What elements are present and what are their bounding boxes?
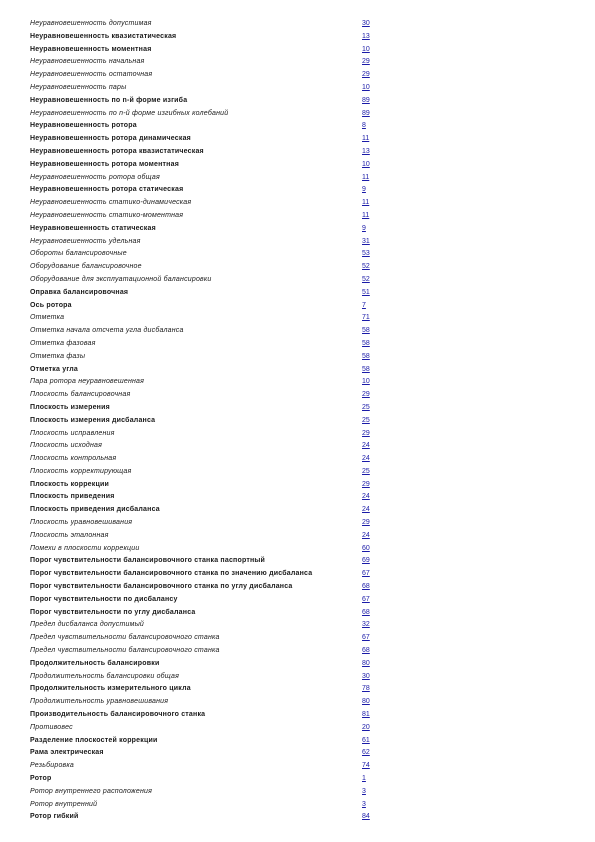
index-term: Неуравновешенность ротора динамическая <box>30 135 191 143</box>
index-term: Помехи в плоскости коррекции <box>30 544 140 552</box>
index-entry <box>30 415 575 428</box>
index-entry <box>30 82 575 95</box>
index-term: Порог чувствительности балансировочного станка по значению дисбаланса <box>30 570 313 578</box>
index-entry <box>30 223 575 236</box>
index-term: Неуравновешенность ротора моментная <box>30 160 179 168</box>
index-term: Неуравновешенность квазистатическая <box>30 32 177 40</box>
index-term: Неуравновешенность ротора общая <box>30 173 160 181</box>
page-link[interactable]: 68 <box>362 583 370 591</box>
index-entry <box>30 671 575 684</box>
index-term: Плоскость коррекции <box>30 480 109 488</box>
index-entry <box>30 428 575 441</box>
page-link[interactable]: 89 <box>362 109 370 117</box>
index-term: Неуравновешенность моментная <box>30 45 152 53</box>
index-term: Разделение плоскостей коррекции <box>30 736 158 744</box>
index-term: Неуравновешенность по n-й форме изгибных колебаний <box>30 109 229 117</box>
index-entry <box>30 555 575 568</box>
index-term: Обороты балансировочные <box>30 250 127 258</box>
index-entry <box>30 709 575 722</box>
index-entry <box>30 786 575 799</box>
index-entry <box>30 364 575 377</box>
index-term: Оборудование для эксплуатационной балансировки <box>30 275 212 283</box>
index-entry <box>30 799 575 812</box>
page-link[interactable]: 24 <box>362 506 370 514</box>
page-link[interactable]: 71 <box>362 314 370 322</box>
page-link[interactable]: 9 <box>362 224 366 232</box>
index-entry <box>30 159 575 172</box>
page-link[interactable]: 61 <box>362 736 370 744</box>
page-link[interactable]: 10 <box>362 160 370 168</box>
index-entry <box>30 530 575 543</box>
index-entry <box>30 645 575 658</box>
index-entry <box>30 133 575 146</box>
page-link[interactable]: 29 <box>362 391 370 399</box>
page-link[interactable]: 52 <box>362 263 370 271</box>
index-term: Отметка фазы <box>30 352 86 360</box>
index-entry <box>30 747 575 760</box>
index-term: Неуравновешенность статико-динамическая <box>30 199 192 207</box>
page-link[interactable]: 32 <box>362 621 370 629</box>
page-link[interactable]: 13 <box>362 147 370 155</box>
index-term: Неуравновешенность удельная <box>30 237 141 245</box>
index-entry <box>30 543 575 556</box>
page-link[interactable]: 81 <box>362 711 370 719</box>
index-term: Ротор гибкий <box>30 813 79 821</box>
index-term: Продолжительность балансировки <box>30 659 160 667</box>
page-link[interactable]: 9 <box>362 186 366 194</box>
page-link[interactable]: 80 <box>362 698 370 706</box>
index-entry <box>30 18 575 31</box>
page-link[interactable]: 31 <box>362 237 370 245</box>
index-term: Пара ротора неуравновешенная <box>30 378 145 386</box>
page-link[interactable]: 58 <box>362 365 370 373</box>
index-term: Неуравновешенность допустимая <box>30 20 152 27</box>
index-entry <box>30 274 575 287</box>
index-term: Плоскость исходная <box>30 442 103 450</box>
page-link[interactable]: 58 <box>362 339 370 347</box>
index-entry <box>30 696 575 709</box>
index-term: Неуравновешенность статико-моментная <box>30 211 184 219</box>
page-link[interactable]: 24 <box>362 455 370 463</box>
index-term: Плоскость корректирующая <box>30 467 132 475</box>
page-link[interactable]: 29 <box>362 519 370 527</box>
index-entry <box>30 236 575 249</box>
index-entry <box>30 69 575 82</box>
page-link[interactable]: 24 <box>362 493 370 501</box>
page-link[interactable]: 25 <box>362 416 370 424</box>
page-link[interactable]: 53 <box>362 250 370 258</box>
page-link[interactable]: 3 <box>362 800 366 808</box>
index-term: Оправка балансировочная <box>30 288 129 296</box>
page-link[interactable]: 62 <box>362 749 370 757</box>
index-entry <box>30 120 575 133</box>
index-entry <box>30 56 575 69</box>
index-term: Порог чувствительности по дисбалансу <box>30 595 178 603</box>
page-link[interactable]: 67 <box>362 570 370 578</box>
index-entry <box>30 466 575 479</box>
index-entry <box>30 811 575 824</box>
index-entry <box>30 735 575 748</box>
page-link[interactable]: 25 <box>362 467 370 475</box>
page-link[interactable]: 8 <box>362 122 366 130</box>
page-link[interactable]: 67 <box>362 595 370 603</box>
index-entry <box>30 376 575 389</box>
page-link[interactable]: 29 <box>362 429 370 437</box>
index-entry <box>30 197 575 210</box>
index-term: Предел чувствительности балансировочного станка <box>30 647 220 655</box>
page-link[interactable]: 69 <box>362 557 370 565</box>
index-term: Неуравновешенность ротора <box>30 122 137 130</box>
index-term: Предел дисбаланса допустимый <box>30 621 145 629</box>
page-link[interactable]: 29 <box>362 58 370 66</box>
page-link[interactable]: 3 <box>362 787 366 795</box>
page-link[interactable]: 58 <box>362 327 370 335</box>
page-link[interactable]: 60 <box>362 544 370 552</box>
page-link[interactable]: 10 <box>362 45 370 53</box>
index-term: Порог чувствительности по углу дисбаланса <box>30 608 196 616</box>
index-term: Плоскость приведения дисбаланса <box>30 506 160 514</box>
index-term: Отметка фазовая <box>30 339 96 347</box>
index-entry <box>30 351 575 364</box>
index-entry <box>30 517 575 530</box>
index-entry <box>30 300 575 313</box>
index-entry <box>30 95 575 108</box>
page-link[interactable]: 67 <box>362 634 370 642</box>
index-entry <box>30 607 575 620</box>
index-term: Неуравновешенность статическая <box>30 224 156 232</box>
index-entry <box>30 453 575 466</box>
page-link[interactable]: 30 <box>362 672 370 680</box>
index-entry <box>30 440 575 453</box>
index-term: Отметка угла <box>30 365 78 373</box>
index-entry <box>30 146 575 159</box>
page-link[interactable]: 11 <box>362 135 370 143</box>
page-link[interactable]: 52 <box>362 275 370 283</box>
index-term: Производительность балансировочного станка <box>30 711 206 719</box>
index-term: Плоскость измерения дисбаланса <box>30 416 156 424</box>
page-link[interactable]: 68 <box>362 647 370 655</box>
index-entry <box>30 338 575 351</box>
index-entry <box>30 722 575 735</box>
index-term: Неуравновешенность ротора квазистатическая <box>30 147 204 155</box>
term-index <box>30 18 575 824</box>
page-link[interactable]: 10 <box>362 378 370 386</box>
index-entry <box>30 172 575 185</box>
index-entry <box>30 504 575 517</box>
index-term: Ось ротора <box>30 301 72 309</box>
index-entry <box>30 581 575 594</box>
index-entry <box>30 287 575 300</box>
index-term: Плоскость балансировочная <box>30 391 131 399</box>
index-term: Плоскость измерения <box>30 403 110 411</box>
page-link[interactable]: 24 <box>362 531 370 539</box>
index-entry <box>30 108 575 121</box>
index-term: Порог чувствительности балансировочного станка по углу дисбаланса <box>30 583 293 591</box>
index-entry <box>30 325 575 338</box>
index-entry <box>30 658 575 671</box>
index-entry <box>30 31 575 44</box>
index-term: Плоскость уравновешивания <box>30 519 133 527</box>
index-entry <box>30 261 575 274</box>
index-term: Неуравновешенность ротора статическая <box>30 186 184 194</box>
index-entry <box>30 248 575 261</box>
index-term: Предел чувствительности балансировочного станка <box>30 634 220 642</box>
page-link[interactable]: 11 <box>362 173 370 181</box>
index-entry <box>30 44 575 57</box>
page-link[interactable]: 74 <box>362 762 370 770</box>
index-term: Неуравновешенность по n-й форме изгиба <box>30 96 188 104</box>
page-link[interactable]: 1 <box>362 775 366 783</box>
index-term: Отметка начала отсчета угла дисбаланса <box>30 327 184 335</box>
index-entry <box>30 632 575 645</box>
page-link[interactable]: 13 <box>362 32 370 40</box>
page-link[interactable]: 80 <box>362 659 370 667</box>
page-link[interactable]: 25 <box>362 403 370 411</box>
index-entry <box>30 773 575 786</box>
page-link[interactable]: 51 <box>362 288 370 296</box>
index-entry <box>30 402 575 415</box>
index-entry <box>30 184 575 197</box>
index-entry <box>30 760 575 773</box>
index-term: Отметка <box>30 314 65 322</box>
index-entry <box>30 568 575 581</box>
page-link[interactable]: 7 <box>362 301 366 309</box>
index-term: Плоскость исправления <box>30 429 115 437</box>
index-term: Ротор внутреннего расположения <box>30 787 153 795</box>
index-entry <box>30 389 575 402</box>
page-link[interactable]: 29 <box>362 71 370 79</box>
index-entry <box>30 312 575 325</box>
index-term: Неуравновешенность начальная <box>30 58 145 66</box>
index-entry <box>30 619 575 632</box>
page-link[interactable]: 29 <box>362 480 370 488</box>
page-link[interactable]: 84 <box>362 813 370 821</box>
index-term: Противовес <box>30 723 73 731</box>
page-link[interactable]: 78 <box>362 685 370 693</box>
index-entry <box>30 683 575 696</box>
page-link[interactable]: 10 <box>362 83 370 91</box>
index-term: Порог чувствительности балансировочного станка паспортный <box>30 557 266 565</box>
index-entry <box>30 210 575 223</box>
page-link[interactable]: 11 <box>362 199 370 207</box>
index-term: Оборудование балансировочное <box>30 263 142 271</box>
index-entry <box>30 594 575 607</box>
index-term: Резьбировка <box>30 762 75 770</box>
page-link[interactable]: 20 <box>362 723 370 731</box>
page-link[interactable]: 58 <box>362 352 370 360</box>
index-term: Продолжительность балансировки общая <box>30 672 180 680</box>
page-link[interactable]: 11 <box>362 211 370 219</box>
index-entry <box>30 479 575 492</box>
index-term: Плоскость эталонная <box>30 531 109 539</box>
index-term: Ротор <box>30 775 52 783</box>
index-term: Рама электрическая <box>30 749 104 757</box>
index-term: Плоскость приведения <box>30 493 115 501</box>
index-entry <box>30 491 575 504</box>
page-link[interactable]: 30 <box>362 20 370 27</box>
page-link[interactable]: 68 <box>362 608 370 616</box>
index-term: Неуравновешенность пары <box>30 83 127 91</box>
page-link[interactable]: 89 <box>362 96 370 104</box>
index-term: Продолжительность измерительного цикла <box>30 685 191 693</box>
index-term: Плоскость контрольная <box>30 455 117 463</box>
page-link[interactable]: 24 <box>362 442 370 450</box>
index-term: Ротор внутренний <box>30 800 98 808</box>
index-term: Неуравновешенность остаточная <box>30 71 153 79</box>
index-term: Продолжительность уравновешивания <box>30 698 169 706</box>
